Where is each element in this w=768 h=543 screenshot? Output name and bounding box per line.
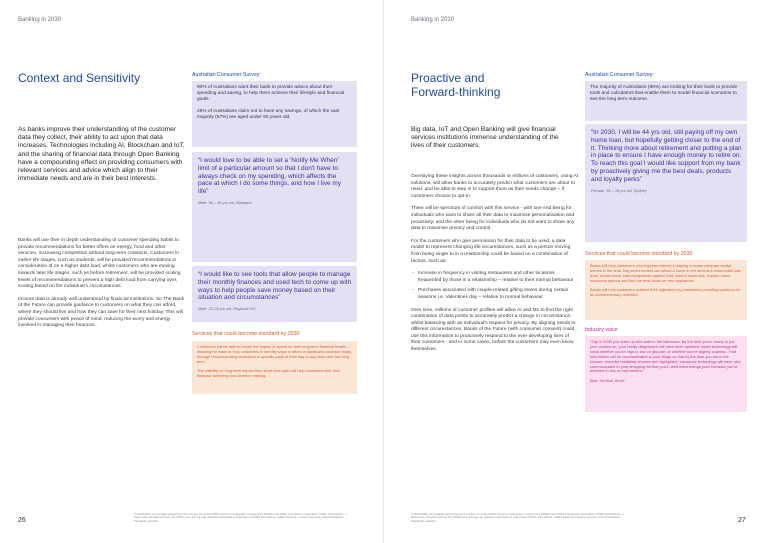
- page-number: 26: [18, 517, 26, 524]
- quote-text: “I would love to be able to set a ‘Notify Me When’ limit of a particular amount so that I don't have to always check on my spending, which affects the pace at which I do some things, and how I live my life”: [198, 157, 342, 196]
- page-title: [411, 71, 500, 99]
- body-paragraph: Over time, millions of customer profiles will allow AI and ML to find the right combination of data points to accurately predict a change in circumstance, whilst balancing with an individual's request for privacy. By aligning needs to different circumstances, Banks of the Future (with consumer consent) could use this information to proactively respond to the ever-developing lives of their customers - and in some cases, before the customers may even know themselves.: [411, 307, 576, 353]
- industry-quote: “Say in 2030 you wake up and walk to the bathroom. By the time you're ready to put your clothes on, your bodily diagnostics will have been updated: smart technology will know whether you're high or low on glucose, or whether you're slightly anaemic. That information will be communicated to your fridge so that by the time you are in the kitchen, remedial breakfast choices are highlighted. Insurance technology will have also communicated to your shopping list that you'll need extra orange juice because you're deficient in this or that nutrient.”: [590, 339, 741, 374]
- survey-label: Australian Consumer Survey:: [585, 72, 654, 78]
- body-text: [18, 238, 186, 336]
- industry-voice-box: [585, 336, 747, 412]
- title-line: Forward-thinking: [411, 85, 501, 99]
- industry-voice-label: Industry voice: [585, 327, 618, 333]
- survey-label: Australian Consumer Survey:: [192, 72, 261, 78]
- lead-paragraph: Big data, IoT and Open Banking will give financial services institutions immense understanding of the lives of their customers.: [411, 126, 559, 150]
- factor-list: [411, 271, 579, 301]
- quote-attribution: Female, 35 – 39 yrs old, Sydney: [591, 187, 647, 193]
- services-box: [192, 341, 357, 394]
- services-item: The visibility on long-term impact from short-term gain will help customers with their financial wellbeing and decision making.: [197, 367, 341, 378]
- right-page: [384, 0, 768, 543]
- page-title: Context and Sensitivity: [18, 71, 141, 85]
- industry-attribution: Blair Turnbull, Amex: [590, 378, 625, 384]
- survey-box: [585, 81, 747, 121]
- running-header: Banking in 2030: [411, 17, 455, 23]
- quote-attribution: Male, 20-24 yrs old, Regional VIC: [198, 306, 257, 312]
- body-paragraph: For the customers who give permission for their data to be used, a data model to represent changing life circumstances, such as a person moving from being single to in a relationship could be based on a combination of factors, such as:: [411, 238, 571, 264]
- body-text: [411, 174, 579, 360]
- body-paragraph: Overlaying these insights across thousands or millions of customers, using AI solutions, will allow banks to accurately predict what customers are about to need, and be able to step in to support them as their needs change – if customers choose to opt-in.: [411, 174, 579, 199]
- body-paragraph: Banks will use their in depth understanding of customer spending habits to provide recommendations for better offers on energy, food and other services, increasing competition without long-term contracts. Customers in earlier life stages, such as students, will be provided recommendations in consideration of on a higher debt load, whilst customers who are moving towards later life stages, such as before retirement, will be provided scaling levels of recommendations to prevent a high debt load from carrying over, scaling based on the individual's circumstances.: [18, 238, 181, 290]
- list-item: - Purchases associated with couple-related gifting stores during certain seasons i.e. Valentines day – relative to normal behaviour: [418, 288, 579, 301]
- quote-box: [585, 124, 747, 242]
- legal-footer: © 2019 KPMG, an Australian partnership and a member firm of the KPMG network of independent member firms affiliated with KPMG International Cooperative (“KPMG International”), a Swiss entity. All rights reserved. The KPMG name and logo are registered trademarks or trademarks of KPMG International. Liability limited by a scheme approved under Professional Standards Legislation.: [134, 513, 347, 523]
- services-box: [585, 260, 747, 320]
- list-item: - Increase in frequency in visiting restaurants and other locations frequented by those in a relationship – relative to their normal behaviour: [418, 271, 579, 284]
- quote-attribution: Male, 55 – 59 yrs old, Brisbane: [198, 199, 252, 205]
- quote-text: “In 2030, I will be 44 yrs old, still paying off my own home loan, but hopefully getting closer to the end of it. Thinking more about retirement and putting a plan in place to ensure I have enough money to retire on. To reach this goal I would like support from my bank by proactively giving me the best deals, products and loyalty perks”: [591, 129, 742, 183]
- survey-item: The majority of Australians (86%) are looking for their bank to provide tools and calculators that enable them to model financial scenarios to see the long term outcome.: [590, 85, 738, 103]
- survey-item: 25% of Australians claim not to have any savings, of which the vast majority (67%) are aged under 50 years old.: [197, 108, 340, 120]
- survey-box: [192, 81, 357, 147]
- title-line: Proactive and: [411, 71, 485, 85]
- services-item: Banks will help customers who express interest in buying a house compare similar homes in the area, flag when renters can afford a home in the area at a reasonable loan level, model home loan repayments against their current expenses, explore home insurance options and find the best deals on new appliances.: [590, 263, 742, 283]
- services-label: Services that could become standard by 2030: [192, 331, 300, 337]
- services-label: Services that could become standard by 2030: [585, 251, 693, 257]
- body-paragraph: There will be spectrum of comfort with this service - with one end being for individuals who want to share all their data to maximise personalisation and proactivity; and the other being for individuals who do not want to share any data to maximise privacy and control.: [411, 206, 575, 232]
- body-paragraph: Income data is already well understood by financial institutions. So The Bank of the Future can provide guidance to customers on what they can afford, where they should live and how they can save for their next holiday. This will provide consumers with peace of mind, reducing the worry and energy involved in managing their finances.: [18, 296, 185, 329]
- page-number: 27: [738, 517, 746, 524]
- lead-paragraph: As banks improve their understanding of the customer data they collect, their ability to act upon that data increases. Technologies including AI, Blockchain and IoT, and the sharing of financial data through Open Banking have a compounding effect on providing consumers with relevant services and advice which align to their immediate needs and are in their best interests.: [18, 126, 185, 183]
- quote-box: [192, 152, 357, 262]
- services-item: Customers will be able to model the impact of spend on their long-term financial health – allowing the bank to help customers to identify ways to afford a significant purchase today, through recommending reductions in specific parts of their day-to-day lives over the long-term.: [197, 344, 352, 364]
- running-header: Banking in 2030: [18, 17, 62, 23]
- legal-footer: © 2019 KPMG, an Australian partnership and a member firm of the KPMG network of independent member firms affiliated with KPMG International Cooperative (“KPMG International”), a Swiss entity. All rights reserved. The KPMG name and logo are registered trademarks or trademarks of KPMG International. Liability limited by a scheme approved under Professional Standards Legislation.: [411, 513, 624, 523]
- quote-text: “I would like to see tools that allow people to manage their monthly finances and used tech to come up with ways to help people save money based on their situation and circumstances”: [198, 271, 352, 302]
- survey-item: 90% of Australians want their bank to provide advice about their spending and saving, to help them achieve their lifestyle and financial goals.: [197, 85, 345, 103]
- services-item: Banks will help customers achieve their objectives by proactively providing solutions for all complementary activities.: [590, 286, 741, 297]
- quote-box: [192, 266, 357, 322]
